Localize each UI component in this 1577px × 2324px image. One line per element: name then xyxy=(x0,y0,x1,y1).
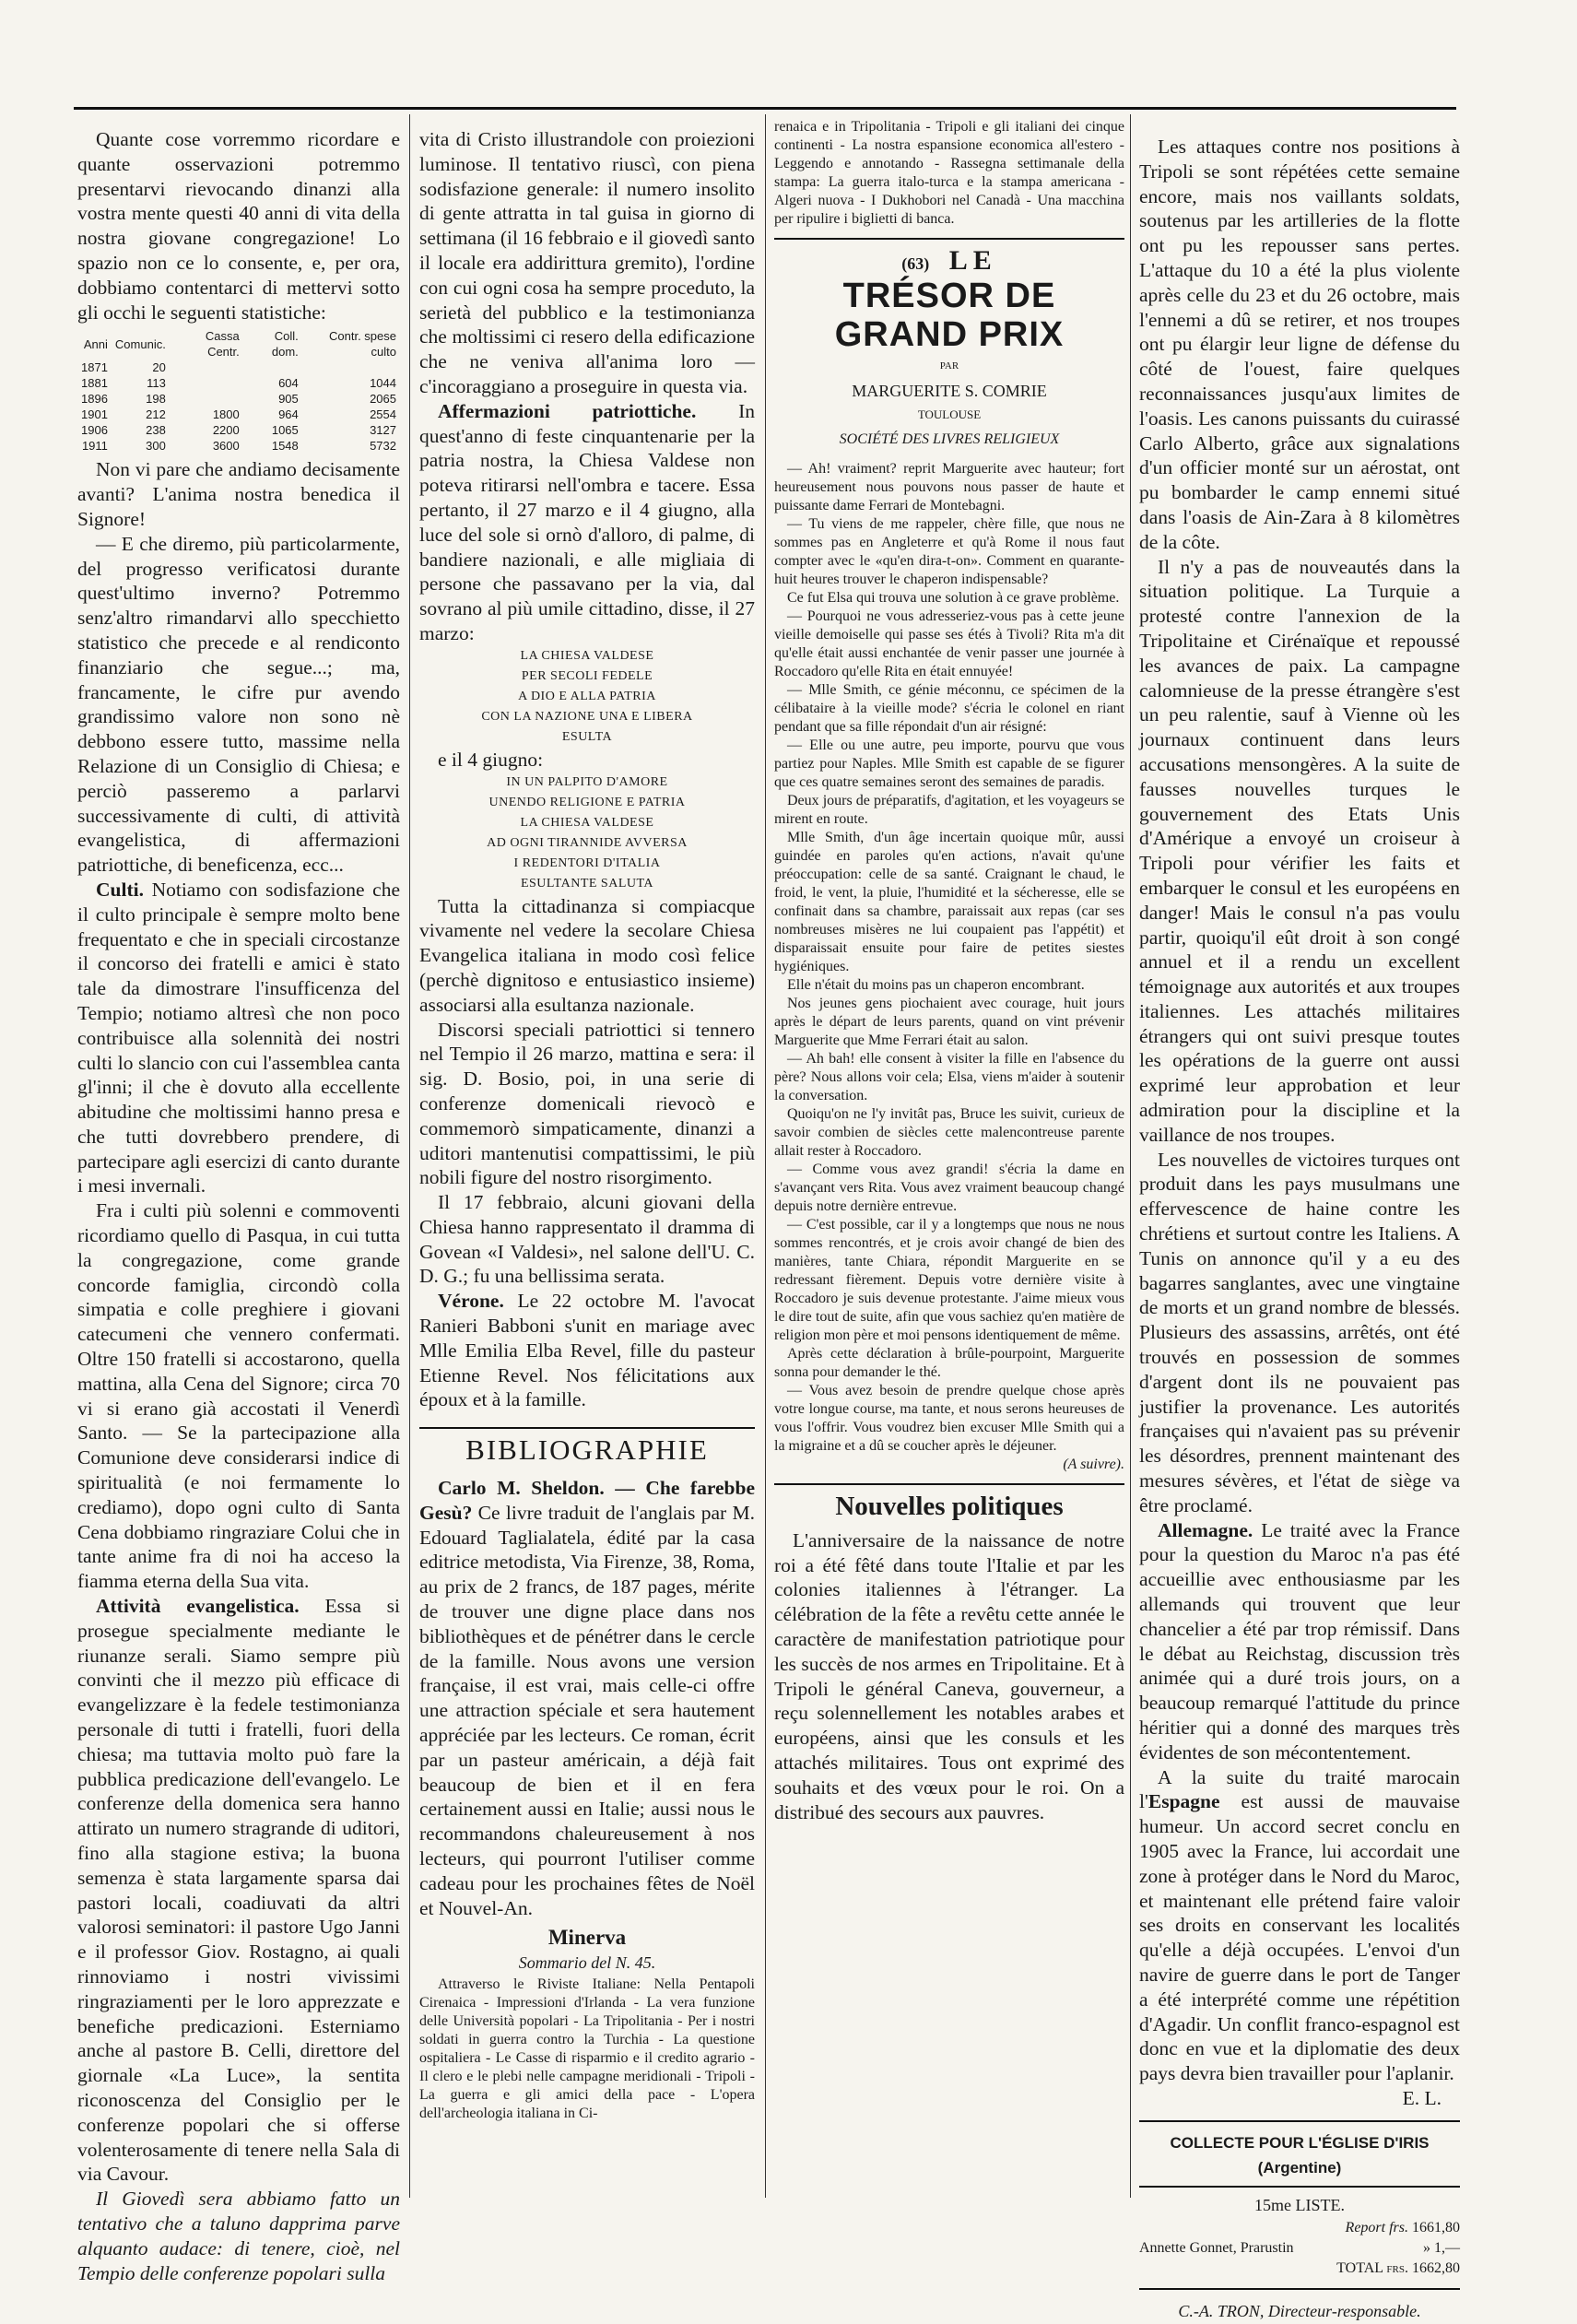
paragraph: Les attaques contre nos positions à Tripoli se sont répétées cette semaine encore, mais nos vaillants soldats, soutenus par les artilleries de la flotte ont pu les repousser sans pertes. L'attaque du 10 a été la plus violente après celle du 23 et du 26 octobre, mais l'ennemi a dû se retirer, et nos troupes ont pu élargir leur ligne de défense du côté de l'ouest, faire quelques reconnaissances jusqu'aux limites de l'oasis. Les canons puissants du cuirassé Carlo Alberto, grâce aux signalations d'un officier monté sur un aérostat, ont pu bombarder le camp ennemi situé dans l'oasis de Ain-Zara à 8 kilomètres de la côte. xyxy=(1139,136,1460,553)
paragraph: — C'est possible, car il y a longtemps que nous ne nous sommes rencontrés, et je crois avoir changé de bien des manières, tante Chiara, répondit Marguerite en se redressant fièrement. Depuis votre dernière visite à Roccadoro je suis devenue protestante. J'aime mieux vous le dire tout de suite, afin que vous sachiez qu'en matière de religion mon père et moi pensons identiquement de même. xyxy=(774,1216,1124,1343)
paragraph: L'anniversaire de la naissance de notre roi a été fêté dans toute l'Italie et par les colonies italiennes à l'étranger. La célébration de la fête a revêtu cette année le caractère de manifestation patriotique pour les succès de nos armes en Tripolitaine. Et à Tripoli le général Caneva, gouverneur, a reçu solennellement les notables arabes et européens, ainsi que les consuls et les attachés militaires. Tous ont exprimé des souhaits et des vœux pour le roi. On a distribué des secours aux pauvres. xyxy=(774,1528,1124,1823)
motto-line: I REDENTORI D'ITALIA xyxy=(513,855,661,870)
table-cell: 1548 xyxy=(271,439,299,454)
table-row xyxy=(77,391,400,407)
paragraph: Mlle Smith, d'un âge incertain quoique mûr, aussi guindée en paroles qu'en actions, n'avait qu'une préoccupation: celle de sa santé. Craignant le chaud, le froid, le vent, la pluie, l'humidité et la sécheresse, elle se confinait dans sa chambre, paraissait aux repas (car ses nombreuses misères ne lui coupaient pas l'appétit) et disparaissait ensuite pour faire de petites siestes hygiéniques. xyxy=(774,829,1124,974)
table-row xyxy=(77,407,400,422)
section-heading: Espagne xyxy=(1147,1790,1220,1813)
serial-le: LE xyxy=(948,245,997,276)
paragraph-verone xyxy=(419,1289,755,1412)
motto-line: UNENDO RELIGIONE E PATRIA xyxy=(488,795,686,809)
motto-line: A DIO E ALLA PATRIA xyxy=(518,689,656,703)
table-cell: 1911 xyxy=(81,439,108,454)
paragraph: vita di Cristo illustrandole con proiezioni luminose. Il tentativo riuscì, con piena sodisfazione generale: il numero insolito di gente attratta in tal guisa in giorno di settimana (il 16 febbraio e il giovedì santo il locale era addirittura gremito), l'ordine con cui ogni cosa ha sempre proceduto, la serietà del pubblico e la testimonianza che moltissimi ci resero della edificazione che ne veniva all'anima loro — c'incoraggiano a proseguire in questa via. xyxy=(419,128,755,397)
paragraph: — Ah bah! elle consent à visiter la fille en l'absence du père? Nous allons voir cela; Elsa, viens m'aider à soutenir la conversation. xyxy=(774,1050,1124,1103)
table-cell: 3600 xyxy=(212,439,240,454)
paragraph: — Elle ou une autre, peu importe, pourvu que vous partiez pour Naples. Mlle Smith est capable de se figurer que ces quatre semaines seront des semaines de paradis. xyxy=(774,737,1124,790)
paragraph-culti xyxy=(77,878,400,1198)
paragraph-text: Essa si prosegue specialmente mediante le riunanze serali. Siamo sempre più convinti che il mezzo più efficace di evangelizzare è la fedele testimonianza personale di tutti i fratelli, fuori della chiesa; ma tuttavia molto può fare la pubblica predicazione dell'evangelo. Le conferenze della domenica sera hanno attirato un numero stragrande di uditori, fino alla stagione estiva; la buona semenza è stata largamente sparsa dai pastori locali, coadiuvati da altri valorosi seminatori: il pastore Ugo Janni e il professor Giov. Rostagno, ai quali rinnoviamo i nostri vivissimi ringraziamenti per le loro apprezzate e benefiche predicazioni. Esterniamo anche al pastore B. Celli, direttore del giornale «La Luce», la sentita riconoscenza del Consiglio per le conferenze popolari che si offerse volenterosamente di tenere nella Sala di via Cavour. xyxy=(77,1595,400,2186)
table-header: Comunic. xyxy=(114,336,166,351)
column-rule xyxy=(409,114,410,2198)
table-cell: 1800 xyxy=(212,407,240,422)
section-heading: Vérone. xyxy=(438,1290,504,1313)
table-cell: 1901 xyxy=(81,407,108,422)
divider xyxy=(1139,2186,1460,2188)
collecte-liste: 15me LISTE. xyxy=(1254,2196,1345,2215)
report-value: 1661,80 xyxy=(1412,2220,1460,2236)
paragraph: Tutta la cittadinanza si compiacque vivamente nel vedere la secolare Chiesa Evangelica italiana in modo così felice (perchè dignitoso e entusiastico insieme) associarsi alla esultanza nazionale. xyxy=(419,894,755,1016)
table-cell xyxy=(170,391,243,407)
table-header: Contr. spese culto xyxy=(329,329,396,360)
paragraph-text: Le 22 octobre M. l'avocat Ranieri Babboni s'unit en mariage avec Mlle Emilia Elba Revel, fille du pasteur Etienne Revel. Nos félicitations aux époux et à la famille. xyxy=(419,1290,755,1411)
paragraph: — Vous avez besoin de prendre quelque chose après votre longue course, ma tante, et nous serons heureuses de vous l'offrir. Vous voudrez bien excuser Mlle Smith qui a la migraine et a dû se coucher après le déjeuner. xyxy=(774,1382,1124,1454)
table-row xyxy=(77,375,400,391)
paragraph: — Ah! vraiment? reprit Marguerite avec hauteur; fort heureusement nous pouvons nous passer de haute et puissante dame Ferrari de Montebagni. xyxy=(774,460,1124,513)
table-cell: 300 xyxy=(146,439,166,454)
column-1 xyxy=(77,127,400,2285)
table-cell: 238 xyxy=(146,423,166,438)
motto-27-marzo xyxy=(419,646,755,748)
table-header: Coll. dom. xyxy=(271,329,299,360)
column-rule xyxy=(765,114,766,2198)
section-heading: Allemagne. xyxy=(1158,1518,1253,1541)
column-4 xyxy=(1139,135,1460,2324)
motto-line: ESULTANTE SALUTA xyxy=(520,876,654,891)
section-heading: Attività evangelistica. xyxy=(96,1595,300,1618)
table-cell: 3127 xyxy=(370,423,396,438)
paragraph-attivita xyxy=(77,1594,400,2187)
table-cell: 1896 xyxy=(81,392,108,407)
a-suivre: (A suivre). xyxy=(1063,1456,1124,1472)
paragraph: Non vi pare che andiamo decisamente avanti? L'anima nostra benedica il Signore! xyxy=(77,458,400,530)
paragraph: Quoiqu'on ne l'y invitât pas, Bruce les suivit, curieux de savoir combien de siècles cette malencontreuse parente allait rester à Roccadoro. xyxy=(774,1105,1124,1159)
paragraph: Après cette déclaration à brûle-pourpoint, Marguerite sonna pour demander le thé. xyxy=(774,1345,1124,1380)
motto-line: LA CHIESA VALDESE xyxy=(520,815,654,830)
paragraph-text: Le traité avec la France pour la question du Maroc n'a pas été accueillie avec enthousiasme par les allemands qui trouvent que leur chancelier a été par trop rémissif. Dans le débat au Reichstag, discussion très animée qui a duré trois jours, on a beaucoup remarqué l'attitude du prince héritier qui a donné des marques très évidentes de son mécontentement. xyxy=(1139,1518,1460,1764)
serial-par: PAR xyxy=(939,360,959,372)
signature: E. L. xyxy=(1402,2086,1442,2109)
paragraph: Nos jeunes gens piochaient avec courage, huit jours après le départ de leurs parents, quand on vint prévenir Marguerite que Mme Ferrari était au salon. xyxy=(774,995,1124,1048)
paragraph: — Comme vous avez grandi! s'écria la dame en s'avançant vers Rita. Vous avez vraiment beaucoup changé depuis notre dernière entrevue. xyxy=(774,1161,1124,1214)
table-cell: 2200 xyxy=(212,423,240,438)
paragraph: Il Giovedì sera abbiamo fatto un tentativo che a taluno dapprima parve alquanto audace: di tenere, cioè, nel Tempio delle conferenze popolari sulla xyxy=(77,2188,400,2284)
table-cell xyxy=(170,360,243,375)
table-cell: 905 xyxy=(278,392,299,407)
table-cell: 1065 xyxy=(271,423,299,438)
table-row xyxy=(77,360,400,375)
serial-city: TOULOUSE xyxy=(917,407,982,422)
paragraph-allemagne xyxy=(1139,1518,1460,1765)
serial-author: MARGUERITE S. COMRIE xyxy=(852,381,1047,400)
motto-line: IN UN PALPITO D'AMORE xyxy=(506,774,668,789)
collecte-donor-row xyxy=(1139,2238,1460,2259)
table-cell xyxy=(170,375,243,391)
paragraph: Elle n'était du moins pas un chaperon encombrant. xyxy=(787,976,1085,993)
director-line: C.-A. TRON, Directeur-responsable. xyxy=(1178,2302,1421,2321)
collecte-title: COLLECTE POUR L'ÉGLISE D'IRIS (Argentine) xyxy=(1170,2133,1430,2177)
table-cell: 604 xyxy=(278,376,299,391)
paragraph: Il 17 febbraio, alcuni giovani della Chiesa hanno rappresentato il dramma di Govean «I Valdesi», nel salone dell'U. C. D. G.; fu una bellissima serata. xyxy=(419,1191,755,1288)
total-label: TOTAL frs. xyxy=(1336,2260,1408,2277)
column-rule xyxy=(1130,114,1131,2198)
table-cell xyxy=(302,360,400,375)
minerva-summary: Attraverso le Riviste Italiane: Nella Pentapoli Cirenaica - Impressioni d'Irlanda - La vera funzione delle Università popolari - La Tripolitania - Per i nostri soldati in guerra contro la Turchia - La questione ospitaliera - Le Casse di risparmio e il credito agrario - Il clero e le plebi nelle campagne meridionali - Tripoli - La guerra e gli amici della pace - L'opera dell'archeologia italiana in Ci- xyxy=(419,1976,755,2121)
section-heading: Culti. xyxy=(96,878,144,901)
table-cell: 20 xyxy=(152,360,166,375)
table-row xyxy=(77,422,400,438)
serial-header xyxy=(774,245,1124,453)
paragraph: Fra i culti più solenni e commoventi ricordiamo quello di Pasqua, in cui tutta la congregazione, come grande concorde famiglia, circondò colla simpatia e colle preghiere i giovani catecumeni che vennero confermati. Oltre 150 fratelli si accostarono, quella mattina, alla Cena del Signore; circa 70 vi si erano già accostati il Venerdì Santo. — Se la partecipazione alla Comunione deve considerarsi indice di spiritualità (e noi fermamente lo crediamo), dopo ogni culto di Santa Cena dobbiamo ringraziare Colui che in tante anime fra di noi ha acceso la fiamma eterna della Sua vita. xyxy=(77,1199,400,1593)
paragraph: — Mlle Smith, ce génie méconnu, ce spécimen de la célibataire à la vieille mode? s'écria le colonel en riant pendant que sa fille répondait d'un air résigné: xyxy=(774,681,1124,735)
report-label: Report frs. xyxy=(1345,2220,1408,2236)
motto-line: AD OGNI TIRANNIDE AVVERSA xyxy=(487,835,688,850)
motto-line: LA CHIESA VALDESE xyxy=(520,648,654,663)
table-cell: 1871 xyxy=(81,360,108,375)
paragraph: Les nouvelles de victoires turques ont produit dans les pays musulmans une effervescence de haine contre les chrétiens et surtout contre les Italiens. A Tunis on annonce qu'il y a eu des bagarres sanglantes, avec une vingtaine de morts et un grand nombre de blessés. Plusieurs des assassins, arrêtés, ont été trouvés en possession de sommes d'argent dont ils ne pouvaient pas justifier la provenance. Les autorités françaises qui n'avaient pas su prévenir les désordres, prennent maintenant des mesures sévères, et l'état de siège va être proclamé. xyxy=(1139,1148,1460,1516)
nouvelles-politiques-title: Nouvelles politiques xyxy=(774,1483,1124,1519)
divider xyxy=(1139,2288,1460,2290)
table-cell: 1881 xyxy=(81,376,108,391)
table-cell: 2065 xyxy=(370,392,396,407)
statistics-table xyxy=(77,328,400,454)
paragraph-text: est aussi de mauvaise humeur. Un accord secret conclu en 1905 avec la France, lui accordait une zone à protéger dans le Nord du Maroc, et maintenant elle prétend faire valoir ses droits en conservant les localités qu'elle a déjà occupées. L'envoi d'un navire de guerre dans le port de Tanger a été interprété comme une répétition d'Agadir. Un conflit franco-espagnol est donc en vue et la diplomatie des deux pays devra bien travailler pour l'aplanir. xyxy=(1139,1790,1460,2085)
donor-value: » 1,— xyxy=(1423,2240,1460,2257)
collecte-report-row xyxy=(1139,2218,1460,2238)
table-row xyxy=(77,438,400,454)
serial-title: TRÉSOR DE GRAND PRIX xyxy=(834,276,1065,354)
table-header: Cassa Centr. xyxy=(205,329,240,360)
table-cell: 212 xyxy=(146,407,166,422)
paragraph: — Pourquoi ne vous adresseriez-vous pas à cette jeune vieille demoiselle qui passe ses étés à Tivoli? Rita m'a dit qu'elle était aussi enchantée de venir passer une journée à Roccadoro qu'elle Rita en était ennuyée! xyxy=(774,608,1124,679)
paragraph: Quante cose vorremmo ricordare e quante osservazioni potremmo presentarvi rievocando dinanzi alla vostra mente questi 40 anni di vita della nostra giovane congregazione! Lo spazio non ce lo consente, e, per ora, dobbiamo contentarci di mettervi sotto gli occhi le seguenti statistiche: xyxy=(77,128,400,324)
motto-line: PER SECOLI FEDELE xyxy=(521,668,653,683)
table-cell: 1906 xyxy=(81,423,108,438)
table-cell: 113 xyxy=(147,376,166,391)
section-heading: Affermazioni patriottiche. xyxy=(438,399,697,422)
top-rule xyxy=(74,107,1456,110)
paragraph-text: A la suite du traité marocain l' xyxy=(1139,1765,1460,1813)
minerva-subtitle: Sommario del N. 45. xyxy=(518,1953,656,1973)
paragraph-biblio xyxy=(419,1476,755,1920)
total-value: 1662,80 xyxy=(1412,2260,1460,2277)
paragraph: Ce fut Elsa qui trouva une solution à ce grave problème. xyxy=(787,589,1120,606)
table-cell: 2554 xyxy=(370,407,396,422)
paragraph: e il 4 giugno: xyxy=(438,748,544,771)
table-header: Anni xyxy=(83,336,108,351)
book-title: Carlo M. Sheldon. — Che farebbe Gesù? xyxy=(419,1477,755,1524)
paragraph-affermazioni xyxy=(419,399,755,646)
table-cell: 964 xyxy=(278,407,299,422)
serial-publisher: SOCIÉTÉ DES LIVRES RELIGIEUX xyxy=(839,431,1060,448)
divider xyxy=(774,238,1124,240)
column-3 xyxy=(774,118,1124,1824)
paragraph: — Tu viens de me rappeler, chère fille, que nous ne sommes pas en Angleterre et qu'à Rome il nous faut compter avec le «qu'en dira-t-on». Comment en quarante-huit heures trouver le chaperon indispensable? xyxy=(774,515,1124,587)
bibliographie-title: BIBLIOGRAPHIE xyxy=(419,1427,755,1463)
motto-4-giugno xyxy=(419,773,755,894)
paragraph: Deux jours de préparatifs, d'agitation, et les voyageurs se mirent en route. xyxy=(774,792,1124,827)
table-cell: 198 xyxy=(146,392,166,407)
collecte-total-row xyxy=(1139,2259,1460,2279)
minerva-title: Minerva xyxy=(547,1926,627,1950)
table-cell: 1044 xyxy=(370,376,396,391)
serial-number: (63) xyxy=(901,254,930,273)
paragraph-espagne xyxy=(1139,1765,1460,2086)
column-2 xyxy=(419,127,755,2123)
paragraph-text: In quest'anno di feste cinquantenarie per la patria nostra, la Chiesa Valdese non poteva ritirarsi nell'ombra e tacere. Essa pertanto, il 27 marzo e il 4 giugno, alla luce del sole si ornò d'alloro, di palme, di bandiere nazionali, e alle migliaia di persone che passavano per la via, dal sovrano al più umile cittadino, disse, il 27 marzo: xyxy=(419,399,755,644)
paragraph: Discorsi speciali patriottici si tennero nel Tempio il 26 marzo, mattina e sera: il sig. D. Bosio, poi, in una serie di conferenze domenicali rievocò e commemorò simpaticamente, dinanzi a uditori mantenutisi compattissimi, le più nobili figure del nostro risorgimento. xyxy=(419,1018,755,1189)
table-cell xyxy=(243,360,302,375)
paragraph-text: Ce livre traduit de l'anglais par M. Edouard Taglialatela, édité par la casa editrice metodista, Via Firenze, 38, Roma, au prix de 2 francs, de 187 pages, mérite de trouver une digne place dans nos bibliothèques et de pénétrer dans le cercle de la famille. Nous avons une version française, il est vrai, mais celle-ci offre une attraction spéciale et sera hautement appréciée par les lecteurs. Ce roman, écrit par un pasteur américain, a déjà fait beaucoup de bien et il en fera certainement aussi en Italie; aussi nous le recommandons chaleureusement à nos lecteurs, qui pourront l'utiliser comme cadeau pour les prochaines fêtes de Noël et Nouvel-An. xyxy=(419,1501,755,1919)
minerva-summary-continued: renaica e in Tripolitania - Tripoli e gli italiani dei cinque continenti - La nostra espansione economica all'estero - Leggendo e annotando - Rassegna settimanale della stampa: La guerra italo-turca e la stampa americana - Algeri nuova - I Dukhobori nel Canadà - Una macchina per ripulire i biglietti di banca. xyxy=(774,119,1124,227)
paragraph-text: Notiamo con sodisfazione che il culto principale è sempre molto bene frequentato e che in speciali circostanze il concorso dei fratelli e amici è stato tale da dimostrare l'insufficenza del Tempio; notiamo altresì che non poco contribuisce alla solennità dei nostri culti lo slancio con cui l'assemblea canta gl'inni; il che è dovuto alla eccellente abitudine che moltissimi hanno presa e che tutti dovrebbero prendere, di partecipare agli esercizi di canto durante i mesi invernali. xyxy=(77,878,400,1197)
divider xyxy=(1139,2120,1460,2122)
motto-line: ESULTA xyxy=(561,729,613,744)
motto-line: CON LA NAZIONE UNA E LIBERA xyxy=(481,709,693,724)
donor-name: Annette Gonnet, Prarustin xyxy=(1139,2240,1294,2257)
paragraph: — E che diremo, più particolarmente, del progresso verificatosi durante quest'ultimo inverno? Potremmo senz'altro rimandarvi allo specchietto statistico che precede e al rendiconto finanziario che segue...; ma, francamente, le cifre pur avendo grandissimo valore non sono nè debbono essere tutto, massime nella Relazione di un Consiglio di Chiesa; e perciò passeremo a parlarvi successivamente di culti, di attività evangelistica, di affermazioni patriottiche, di beneficenza, ecc... xyxy=(77,532,400,877)
paragraph: Il n'y a pas de nouveautés dans la situation politique. La Turquie a protesté contre l'annexion de la Tripolitaine et Cirénaïque et repoussé les avances de paix. La campagne calomnieuse de la presse étrangère s'est un peu ralentie, sauf à Vienne où les journaux continuent dans leurs accusations mensongères. A la suite de fausses nouvelles turques le gouvernement des Etats Unis d'Amérique a envoyé un croiseur à Tripoli pour vérifier les faits et embarquer le consul et les européens en danger! Mais le consul n'a pas voulu partir, quoiqu'il eût droit à son congé annuel et il a rendu un excellent témoignage aux autorités et aux troupes italiennes. Les attachés militaires étrangers qui ont suivi presque toutes les opérations de la guerre ont aussi exprimé leur approbation et leur admiration pour la discipline et la vaillance de nos troupes. xyxy=(1139,555,1460,1146)
table-cell: 5732 xyxy=(370,439,396,454)
